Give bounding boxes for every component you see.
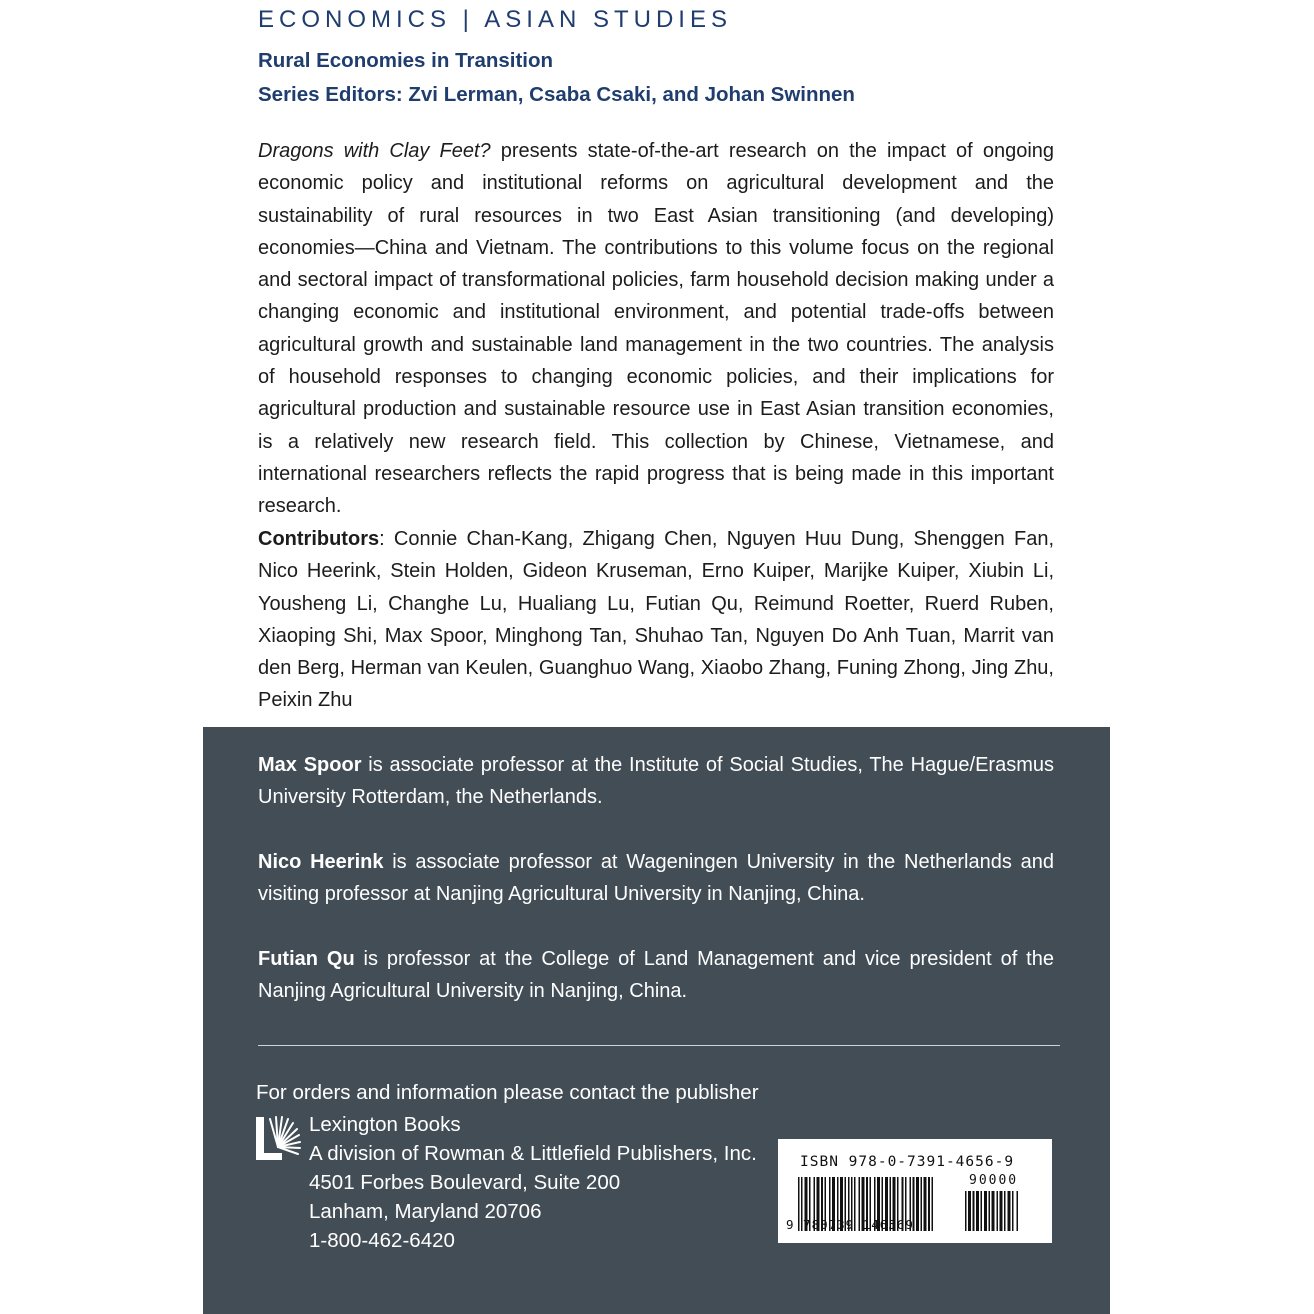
barcode-bar	[976, 1191, 979, 1231]
barcode-bar	[921, 1177, 923, 1231]
publisher-address	[309, 1110, 757, 1255]
barcode-bar	[997, 1191, 999, 1231]
orders-heading: For orders and information please contact the publisher	[256, 1081, 759, 1104]
contributors-label: Contributors	[258, 528, 380, 550]
price-code: 90000	[969, 1173, 1019, 1188]
contributors-list: : Connie Chan-Kang, Zhigang Chen, Nguyen Huu Dung, Shenggen Fan, Nico Heerink, Stein Holden, Gideon Kruseman, Erno Kuiper, Marijke Kuiper, Xiubin Li, Yousheng Li, Changhe Lu, Hualiang Lu, Futian Qu, Reimund Roetter, Ruerd Ruben, Xiaoping Shi, Max Spoor, Minghong Tan, Shuhao Tan, Nguyen Do Anh Tuan, Marrit van den Berg, Herman van Keulen, Guanghuo Wang, Xiaobo Zhang, Funing Zhong, Jing Zhu, Peixin Zhu	[258, 528, 1054, 712]
bio-text: is associate professor at the Institute of Social Studies, The Hague/Erasmus University Rotterdam, the Netherlands.	[258, 754, 1054, 809]
series-title: Rural Economies in Transition	[258, 49, 554, 72]
barcode-bar	[992, 1191, 995, 1231]
publisher-phone: 1-800-462-6420	[309, 1229, 455, 1252]
barcode-bar	[1017, 1191, 1019, 1231]
bio-futian-qu	[258, 943, 1054, 1008]
barcode-bar	[928, 1177, 930, 1231]
bio-text: is associate professor at Wageningen University in the Netherlands and visiting professor at Nanjing Agricultural University in Nanjing, China.	[258, 851, 1054, 906]
barcode-bar	[989, 1191, 991, 1231]
barcode-digits: 9 780739 146569	[786, 1217, 914, 1232]
bio-text: is professor at the College of Land Management and vice president of the Nanjing Agricultural University in Nanjing, China.	[258, 948, 1054, 1003]
subject-category: ECONOMICS | ASIAN STUDIES	[258, 6, 732, 33]
isbn-barcode	[778, 1139, 1052, 1243]
barcode-bar	[1000, 1191, 1003, 1231]
publisher-division: A division of Rowman & Littlefield Publishers, Inc.	[309, 1142, 757, 1165]
lexington-books-logo-icon	[256, 1113, 302, 1165]
addon-barcode-bars	[965, 1191, 1037, 1231]
bio-name: Nico Heerink	[258, 851, 384, 873]
bio-max-spoor	[258, 749, 1054, 814]
barcode-bar	[981, 1191, 983, 1231]
barcode-bar	[924, 1177, 927, 1231]
barcode-bar	[932, 1177, 934, 1231]
series-editors: Series Editors: Zvi Lerman, Csaba Csaki, and Johan Swinnen	[258, 83, 855, 106]
barcode-bar	[965, 1191, 967, 1231]
description-text: presents state-of-the-art research on the impact of ongoing economic policy and institutional reforms on agricultural development and the sustainability of rural resources in two East Asian transitioning (and developing) economies—China and Vietnam. The contributions to this volume focus on the regional and sectoral impact of transformational policies, farm household decision making under a changing economic and institutional environment, and potential trade-offs between agricultural growth and sustainable land management in the two countries. The analysis of household responses to changing economic policies, and their implications for agricultural production and sustainable resource use in East Asian transition economies, is a relatively new research field. This collection by Chinese, Vietnamese, and international researchers reflects the rapid progress that is being made in this important research.	[258, 140, 1055, 518]
barcode-bar	[984, 1191, 987, 1231]
barcode-bar	[973, 1191, 975, 1231]
bio-name: Max Spoor	[258, 754, 362, 776]
barcode-bar	[1004, 1191, 1006, 1231]
contributors-paragraph	[258, 523, 1054, 717]
book-title: Dragons with Clay Feet?	[258, 140, 491, 162]
publisher-street: 4501 Forbes Boulevard, Suite 200	[309, 1171, 621, 1194]
barcode-bar	[1012, 1191, 1014, 1231]
book-description	[258, 135, 1054, 523]
barcode-bar	[968, 1191, 971, 1231]
barcode-bar	[1008, 1191, 1011, 1231]
isbn-label: ISBN 978-0-7391-4656-9	[800, 1154, 1015, 1170]
divider-line	[258, 1045, 1060, 1046]
bio-nico-heerink	[258, 846, 1054, 911]
author-panel	[203, 727, 1110, 1314]
barcode-bar	[916, 1177, 919, 1231]
series-info	[258, 44, 855, 112]
publisher-city: Lanham, Maryland 20706	[309, 1200, 542, 1223]
publisher-name: Lexington Books	[309, 1113, 461, 1136]
bio-name: Futian Qu	[258, 948, 355, 970]
